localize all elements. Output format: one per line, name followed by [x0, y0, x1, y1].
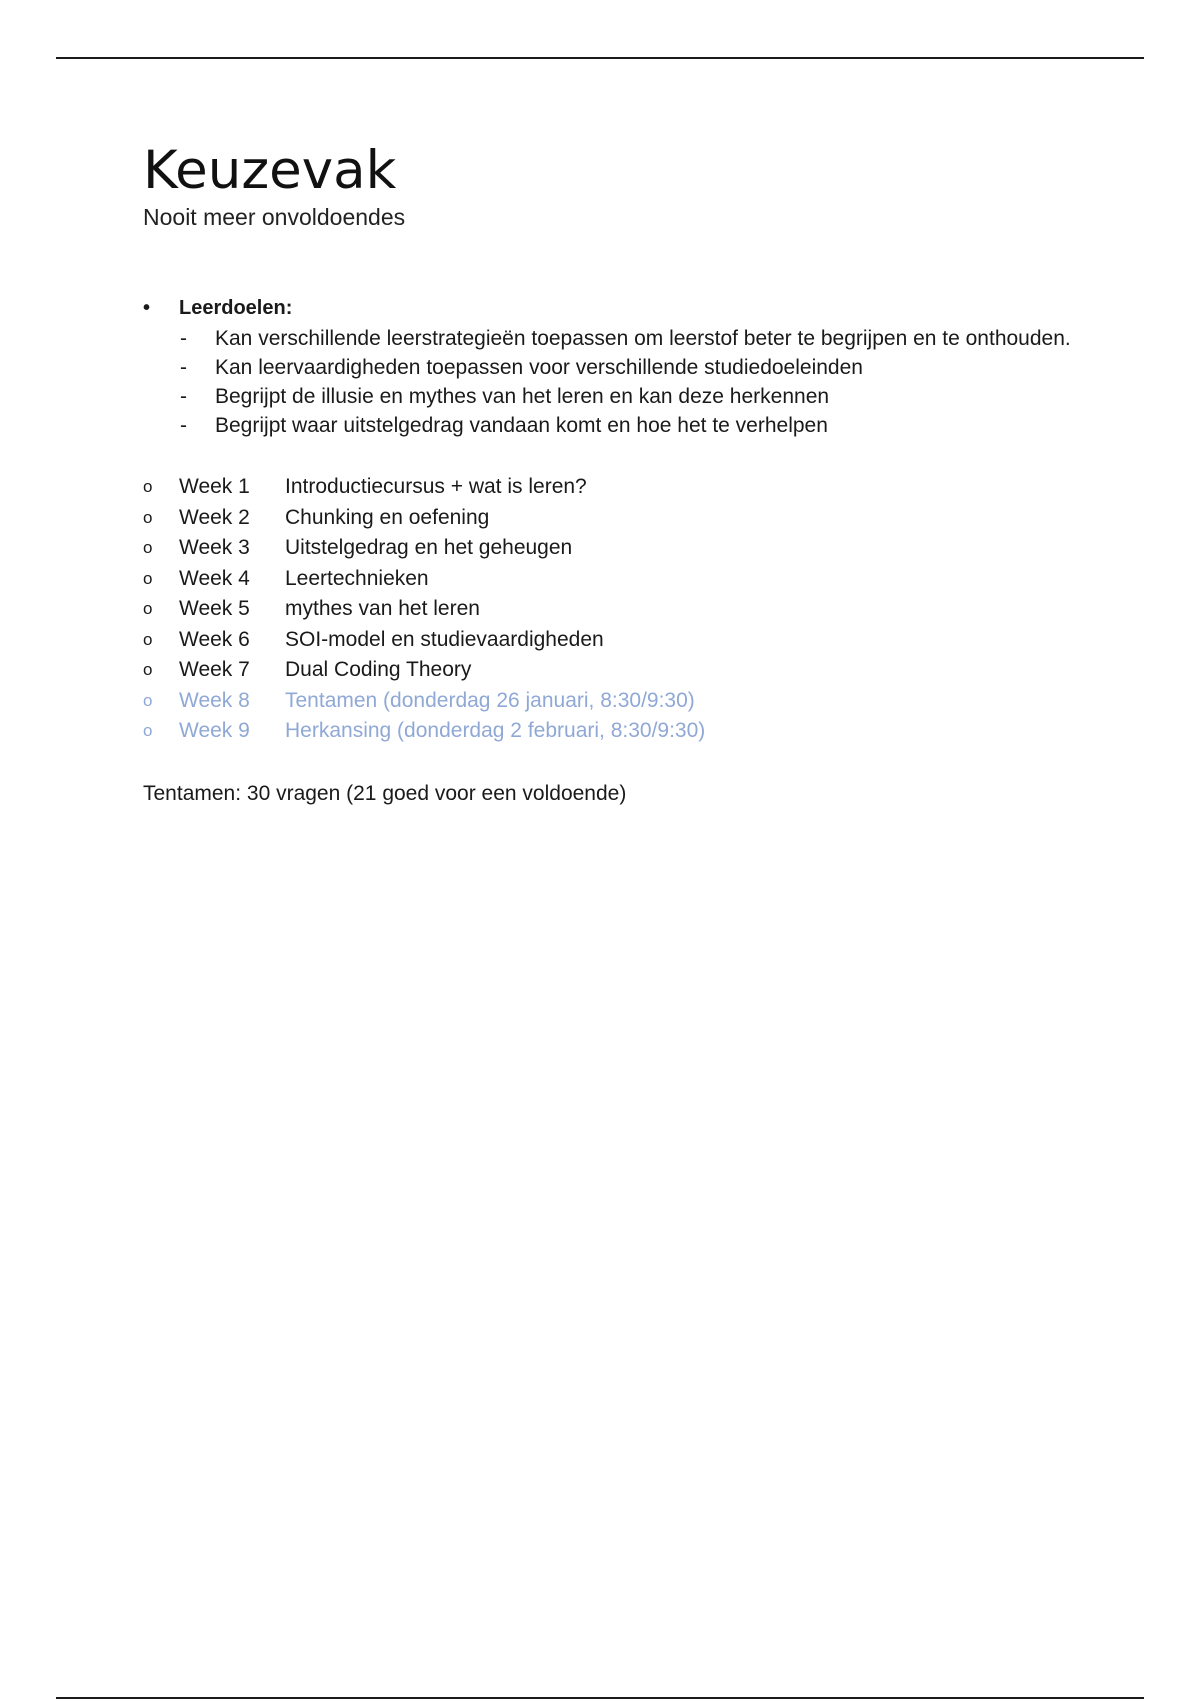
week-topic: SOI-model en studievaardigheden — [285, 627, 604, 651]
dash-icon: - — [180, 327, 187, 350]
week-label: Week 2 — [179, 505, 250, 529]
exam-note: Tentamen: 30 vragen (21 goed voor een voldoende) — [143, 781, 627, 805]
circle-bullet-icon: o — [143, 507, 153, 527]
goal-text: Begrijpt de illusie en mythes van het leren en kan deze herkennen — [215, 385, 830, 408]
document-subtitle: Nooit meer onvoldoendes — [143, 204, 406, 230]
circle-bullet-icon: o — [143, 690, 153, 710]
circle-bullet-icon: o — [143, 721, 153, 740]
week-topic: mythes van het leren — [285, 597, 480, 620]
week-row — [143, 472, 1083, 503]
goal-text: Begrijpt waar uitstelgedrag vandaan komt en hoe het te verhelpen — [215, 414, 828, 437]
week-label: Week 1 — [179, 475, 250, 498]
bullet-icon: • — [143, 297, 151, 319]
goal-item — [143, 324, 1083, 353]
week-label: Week 7 — [179, 658, 250, 681]
week-row — [143, 594, 1083, 625]
week-row — [143, 655, 1083, 686]
circle-bullet-icon: o — [143, 477, 153, 496]
week-label: Week 5 — [179, 597, 250, 620]
week-topic: Dual Coding Theory — [285, 658, 472, 681]
learning-goals-heading — [143, 294, 1083, 322]
week-topic: Leertechnieken — [285, 566, 429, 590]
circle-bullet-icon: o — [143, 538, 153, 557]
week-label: Week 8 — [179, 688, 250, 712]
week-topic: Chunking en oefening — [285, 505, 490, 529]
week-topic: Introductiecursus + wat is leren? — [285, 475, 587, 498]
document-body — [143, 140, 1083, 830]
goal-item — [143, 382, 1083, 411]
learning-goals-section — [143, 294, 1083, 440]
header-rule — [56, 57, 1144, 59]
week-row — [143, 533, 1083, 564]
learning-goals-list — [143, 324, 1083, 440]
week-row — [143, 625, 1083, 656]
goal-item — [143, 353, 1083, 382]
week-row-exam — [143, 686, 1083, 717]
goal-text: Kan verschillende leerstrategieën toepassen om leerstof beter te begrijpen en te onthouden. — [215, 327, 1071, 350]
week-label: Week 9 — [179, 719, 250, 742]
week-label: Week 3 — [179, 536, 250, 559]
circle-bullet-icon: o — [143, 599, 153, 618]
week-row — [143, 564, 1083, 595]
week-row — [143, 503, 1083, 534]
dash-icon: - — [180, 356, 187, 379]
week-label: Week 6 — [179, 627, 250, 651]
week-topic: Herkansing (donderdag 2 februari, 8:30/9:30) — [285, 719, 706, 742]
goal-item — [143, 411, 1083, 440]
week-schedule-list — [143, 472, 1083, 747]
dash-icon: - — [180, 414, 187, 437]
learning-goals-label: Leerdoelen: — [179, 297, 293, 319]
week-topic: Tentamen (donderdag 26 januari, 8:30/9:30) — [285, 688, 695, 712]
footer-rule — [56, 1697, 1144, 1699]
document-title: Keuzevak — [143, 140, 397, 201]
circle-bullet-icon: o — [143, 660, 153, 679]
week-topic: Uitstelgedrag en het geheugen — [285, 536, 573, 559]
goal-text: Kan leervaardigheden toepassen voor verschillende studiedoeleinden — [215, 356, 863, 379]
week-row-resit — [143, 716, 1083, 747]
circle-bullet-icon: o — [143, 568, 153, 588]
circle-bullet-icon: o — [143, 629, 153, 649]
dash-icon: - — [180, 385, 187, 408]
week-label: Week 4 — [179, 566, 250, 590]
